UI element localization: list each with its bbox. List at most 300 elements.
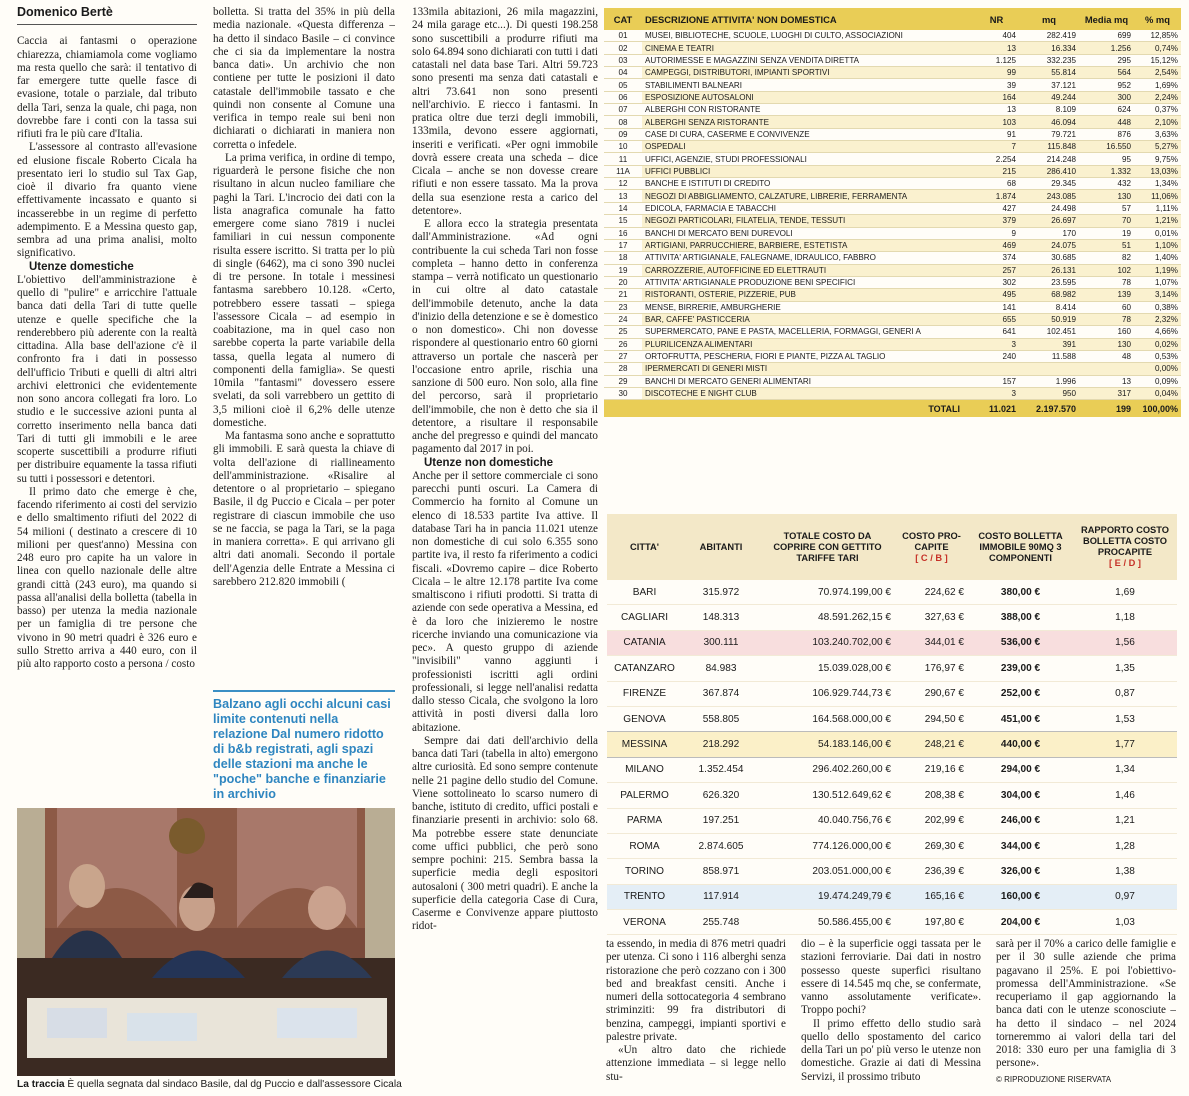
total-cost-cell: 130.512.649,62 € — [760, 783, 895, 808]
media-mq-cell: 19 — [1079, 227, 1134, 239]
nr-cell: 157 — [974, 375, 1019, 387]
media-mq-cell: 51 — [1079, 239, 1134, 251]
copyright: © RIPRODUZIONE RISERVATA — [996, 1074, 1112, 1084]
total-cost-cell: 164.568.000,00 € — [760, 706, 895, 731]
nr-cell: 404 — [974, 30, 1019, 42]
media-mq-cell: 1.332 — [1079, 165, 1134, 177]
description-cell: ALBERGHI CON RISTORANTE — [642, 104, 974, 116]
total-cost-cell: 54.183.146,00 € — [760, 732, 895, 757]
cat-cell: 21 — [604, 289, 642, 301]
header-cat: CAT — [604, 8, 642, 30]
table-row — [604, 67, 1181, 79]
inhabitants-cell: 218.292 — [682, 732, 760, 757]
total-cost-cell: 50.586.455,00 € — [760, 910, 895, 935]
description-cell: BANCHI DI MERCATO GENERI ALIMENTARI — [642, 375, 974, 387]
per-capita-cell: 236,39 € — [895, 859, 968, 884]
paragraph: 133mila abitazioni, 26 mila magazzini, 24 mila garage etc...). Di questi 198.258 sono suscettibili a produrre rifiuti ma solo 64.894 sono dichiarati con tutti i dati catastali nel data base Tari. Altri 59.723 sono presenti ma senza dati catastali e altri 73.641 non sono presenti nell'archivio. E riecco i fantasmi. In pratica oltre due terzi degli immobili, 133mila, devono essere aggiornati, inseriti e verificati. «Per ogni immobile dovrà essere creata una scheda – dice Cicala – anche se non dovesse creare rifiuti e non essere tassato. Ma la prova della sua esenzione resta a carico del detentore». — [412, 6, 598, 217]
city-cell: BARI — [607, 580, 682, 605]
mq-cell: 243.085 — [1019, 190, 1079, 202]
mq-cell: 282.419 — [1019, 30, 1079, 42]
mq-cell: 1.996 — [1019, 375, 1079, 387]
header-ratio — [1073, 514, 1177, 580]
media-mq-cell: 78 — [1079, 276, 1134, 288]
mq-cell: 391 — [1019, 338, 1079, 350]
mq-cell: 214.248 — [1019, 153, 1079, 165]
city-cell: PALERMO — [607, 783, 682, 808]
mq-cell — [1019, 363, 1079, 375]
cat-cell: 26 — [604, 338, 642, 350]
nr-cell: 257 — [974, 264, 1019, 276]
percent-mq-cell: 0,02% — [1134, 338, 1181, 350]
percent-mq-cell: 9,75% — [1134, 153, 1181, 165]
header-mq: mq — [1019, 8, 1079, 30]
media-mq-cell: 139 — [1079, 289, 1134, 301]
table-row — [604, 178, 1181, 190]
cat-cell: 20 — [604, 276, 642, 288]
ratio-cell: 1,56 — [1073, 630, 1177, 655]
caption-label: La traccia — [17, 1079, 65, 1090]
description-cell: MUSEI, BIBLIOTECHE, SCUOLE, LUOGHI DI CULTO, ASSOCIAZIONI — [642, 30, 974, 42]
mq-cell: 30.685 — [1019, 252, 1079, 264]
table-header-row — [607, 514, 1177, 580]
mq-cell: 170 — [1019, 227, 1079, 239]
city-cell: PARMA — [607, 808, 682, 833]
nr-cell: 3 — [974, 338, 1019, 350]
paragraph: Sempre dai dati dell'archivio della banca dati Tari (tabella in alto) emergono altre curiosità. Ed sono sempre contenute nelle 21 pagine dello studio del Comune. Viene sottolineato lo scarso numero di banche, istituto di credito, uffici postali e finanziarie presenti in archivio: solo 68. Ma potrebbe essere state denunciate come uffici pubblici, che però sono sempre pochini: 215. Sembra bassa la superficie media degli espositori autosaloni ( 300 metri quadri). E anche la superficie della categoria Case di Cura, Caserme e Convivenze appare piuttosto ridot- — [412, 734, 598, 933]
press-conference-photo — [17, 808, 395, 1076]
paragraph: Caccia ai fantasmi o operazione chiarezza, chiamiamola come vogliamo ma resta quello che sarà: il tentativo di far emergere tutte quelle fasce di evasione, totale o parziale, dal tributo della Tari, senza la quale, chi paga, non dovrebbe fare i conti con la tassa sui rifiuti fra le più care d'Italia. — [17, 35, 197, 140]
description-cell: CAMPEGGI, DISTRIBUTORI, IMPIANTI SPORTIVI — [642, 67, 974, 79]
city-cell: CATANIA — [607, 630, 682, 655]
cat-cell: 30 — [604, 387, 642, 399]
table-row — [604, 215, 1181, 227]
total-cost-cell: 15.039.028,00 € — [760, 656, 895, 681]
table-row — [604, 301, 1181, 313]
table-row — [607, 732, 1177, 757]
header-media-mq: Media mq — [1079, 8, 1134, 30]
media-mq-cell: 1.256 — [1079, 42, 1134, 54]
media-mq-cell: 82 — [1079, 252, 1134, 264]
bill-cost-cell: 380,00 € — [968, 580, 1073, 605]
table-row — [604, 190, 1181, 202]
cat-cell: 02 — [604, 42, 642, 54]
percent-mq-cell: 15,12% — [1134, 54, 1181, 66]
totals-percent: 100,00% — [1134, 400, 1181, 418]
per-capita-cell: 327,63 € — [895, 605, 968, 630]
table-row — [604, 227, 1181, 239]
description-cell: NEGOZI PARTICOLARI, FILATELIA, TENDE, TESSUTI — [642, 215, 974, 227]
inhabitants-cell: 117.914 — [682, 884, 760, 909]
totals-row — [604, 400, 1181, 418]
pull-quote: Balzano agli occhi alcuni casi limite contenuti nella relazione Dal numero ridotto di b&b registrati, agli spazi delle stazioni ma anche le "poche" banche e finanziarie in archivio — [213, 690, 395, 802]
per-capita-cell: 202,99 € — [895, 808, 968, 833]
cat-cell: 27 — [604, 350, 642, 362]
table-row — [607, 783, 1177, 808]
nr-cell: 68 — [974, 178, 1019, 190]
cat-cell: 19 — [604, 264, 642, 276]
table-row — [607, 656, 1177, 681]
description-cell: DISCOTECHE E NIGHT CLUB — [642, 387, 974, 399]
inhabitants-cell: 367.874 — [682, 681, 760, 706]
header-per-capita — [895, 514, 968, 580]
media-mq-cell: 57 — [1079, 202, 1134, 214]
description-cell: CARROZZERIE, AUTOFFICINE ED ELETTRAUTI — [642, 264, 974, 276]
percent-mq-cell: 3,63% — [1134, 128, 1181, 140]
total-cost-cell: 106.929.744,73 € — [760, 681, 895, 706]
total-cost-cell: 203.051.000,00 € — [760, 859, 895, 884]
media-mq-cell: 699 — [1079, 30, 1134, 42]
nr-cell: 2.254 — [974, 153, 1019, 165]
nr-cell: 99 — [974, 67, 1019, 79]
ratio-cell: 1,77 — [1073, 732, 1177, 757]
paragraph: L'assessore al contrasto all'evasione ed elusione fiscale Roberto Cicala ha presentato ieri lo studio sul Tax Gap, cioè il divario fra quanto viene effettivamente incassato e quanto si incasserebbe in un regime di perfetto adempimento. E a Messina questo gap, sembra ad una prima analisi, molto significativo. — [17, 141, 197, 260]
table-header-row — [604, 8, 1181, 30]
ratio-cell: 1,35 — [1073, 656, 1177, 681]
bill-cost-cell: 204,00 € — [968, 910, 1073, 935]
per-capita-cell: 290,67 € — [895, 681, 968, 706]
table-row — [604, 387, 1181, 399]
inhabitants-cell: 2.874.605 — [682, 833, 760, 858]
description-cell: BAR, CAFFE' PASTICCERIA — [642, 313, 974, 325]
percent-mq-cell: 4,66% — [1134, 326, 1181, 338]
media-mq-cell: 624 — [1079, 104, 1134, 116]
percent-mq-cell: 1,11% — [1134, 202, 1181, 214]
cat-cell: 01 — [604, 30, 642, 42]
nr-cell: 379 — [974, 215, 1019, 227]
table-row — [604, 264, 1181, 276]
header-inhabitants: ABITANTI — [682, 514, 760, 580]
ratio-cell: 1,21 — [1073, 808, 1177, 833]
table-row — [604, 289, 1181, 301]
totals-nr: 11.021 — [974, 400, 1019, 418]
percent-mq-cell: 1,69% — [1134, 79, 1181, 91]
ratio-cell: 0,87 — [1073, 681, 1177, 706]
media-mq-cell: 13 — [1079, 375, 1134, 387]
nr-cell: 9 — [974, 227, 1019, 239]
cat-cell: 07 — [604, 104, 642, 116]
percent-mq-cell: 1,19% — [1134, 264, 1181, 276]
header-ratio-label: RAPPORTO COSTO BOLLETTA COSTO PROCAPITE — [1081, 525, 1169, 557]
header-description: DESCRIZIONE ATTIVITA' NON DOMESTICA — [642, 8, 974, 30]
city-cell: ROMA — [607, 833, 682, 858]
bill-cost-cell: 344,00 € — [968, 833, 1073, 858]
nr-cell: 374 — [974, 252, 1019, 264]
description-cell: PLURILICENZA ALIMENTARI — [642, 338, 974, 350]
total-cost-cell: 70.974.199,00 € — [760, 580, 895, 605]
cat-cell: 06 — [604, 91, 642, 103]
byline: Domenico Bertè — [17, 6, 197, 25]
media-mq-cell: 78 — [1079, 313, 1134, 325]
city-cell: GENOVA — [607, 706, 682, 731]
table-row — [604, 313, 1181, 325]
inhabitants-cell: 197.251 — [682, 808, 760, 833]
table-row — [607, 706, 1177, 731]
table-row — [607, 884, 1177, 909]
table-row — [604, 338, 1181, 350]
description-cell: ESPOSIZIONE AUTOSALONI — [642, 91, 974, 103]
description-cell: IPERMERCATI DI GENERI MISTI — [642, 363, 974, 375]
bill-cost-cell: 304,00 € — [968, 783, 1073, 808]
mq-cell: 115.848 — [1019, 141, 1079, 153]
per-capita-cell: 176,97 € — [895, 656, 968, 681]
header-nr: NR — [974, 8, 1019, 30]
mq-cell: 8.109 — [1019, 104, 1079, 116]
paragraph: Anche per il settore commerciale ci sono parecchi punti oscuri. La Camera di Commercio ha fornito al Comune un elenco di 18.533 partite Iva attive. Il database Tari ha in pancia 11.021 utenze non domestiche di cui solo 6.355 sono partite iva, il resto fa riferimento a codici fiscali. «Dovremo capire – dice Roberto Cicala – le altre 12.178 partite Iva come smaltiscono i rifiuti prodotti. Si tratta di aziende con sede operativa a Messina, ed è da loro che inizieremo le nostre ricerche inviando una comunicazione via pec». A questo gruppo di aziende "invisibili" vanno aggiunti i professionisti iscritti agli ordini professionali, si legge nell'analisi redatta dallo stesso Cicala, che svolgono la loro attività in posti diversi dalla loro abitazione. — [412, 469, 598, 734]
mq-cell: 24.075 — [1019, 239, 1079, 251]
city-cell: CAGLIARI — [607, 605, 682, 630]
mq-cell: 102.451 — [1019, 326, 1079, 338]
description-cell: UFFICI, AGENZIE, STUDI PROFESSIONALI — [642, 153, 974, 165]
media-mq-cell: 130 — [1079, 338, 1134, 350]
inhabitants-cell: 626.320 — [682, 783, 760, 808]
table-row — [607, 580, 1177, 605]
per-capita-cell: 197,80 € — [895, 910, 968, 935]
article-column-3 — [412, 6, 598, 1096]
mq-cell: 16.334 — [1019, 42, 1079, 54]
mq-cell: 29.345 — [1019, 178, 1079, 190]
inhabitants-cell: 84.983 — [682, 656, 760, 681]
total-cost-cell: 48.591.262,15 € — [760, 605, 895, 630]
city-cell: CATANZARO — [607, 656, 682, 681]
media-mq-cell: 130 — [1079, 190, 1134, 202]
nr-cell: 103 — [974, 116, 1019, 128]
media-mq-cell: 300 — [1079, 91, 1134, 103]
table-row — [604, 42, 1181, 54]
percent-mq-cell: 2,32% — [1134, 313, 1181, 325]
paragraph: bolletta. Si tratta del 35% in più della media nazionale. «Questa differenza – ha detto il sindaco Basile – ci convince che ci sia da implementare la nostra banca dati». Un archivio che non contiene per tutte le posizioni il dato catastale dell'immobile tassato e che quindi non consente al Comune una verifica in tempo reale sui beni non dichiarati o dichiarati in maniera non corretta o infedele. — [213, 6, 395, 151]
ratio-cell: 1,28 — [1073, 833, 1177, 858]
percent-mq-cell: 0,53% — [1134, 350, 1181, 362]
article-column-1 — [17, 6, 197, 796]
nr-cell: 495 — [974, 289, 1019, 301]
percent-mq-cell: 0,01% — [1134, 227, 1181, 239]
nr-cell — [974, 363, 1019, 375]
mq-cell: 332.235 — [1019, 54, 1079, 66]
nr-cell: 91 — [974, 128, 1019, 140]
table-row — [604, 153, 1181, 165]
ratio-cell: 1,53 — [1073, 706, 1177, 731]
percent-mq-cell: 5,27% — [1134, 141, 1181, 153]
cat-cell: 08 — [604, 116, 642, 128]
percent-mq-cell: 0,09% — [1134, 375, 1181, 387]
table-row — [604, 375, 1181, 387]
bill-cost-cell: 326,00 € — [968, 859, 1073, 884]
percent-mq-cell: 2,24% — [1134, 91, 1181, 103]
total-cost-cell: 40.040.756,76 € — [760, 808, 895, 833]
cat-cell: 10 — [604, 141, 642, 153]
percent-mq-cell: 3,14% — [1134, 289, 1181, 301]
description-cell: STABILIMENTI BALNEARI — [642, 79, 974, 91]
media-mq-cell: 876 — [1079, 128, 1134, 140]
paragraph: Il primo dato che emerge è che, facendo riferimento ai costi del servizio e dello smaltimento rifiuti del 2022 di 54 milioni ( destinato a crescere di 10 milioni per quest'anno) Messina con 248 euro pro capite ha un valore in linea con quello nazionale delle altre grandi città (243 euro), ma quando si passa all'analisi della bolletta (tabella in basso) per utenza la media nazionale per un famiglia di tre persone che vivono in 90 metri quadri è 326 euro e sullo Stretto arriva a 440 euro, con il più alto rapporto costo a persona / costo — [17, 485, 197, 670]
totals-media-mq: 199 — [1079, 400, 1134, 418]
description-cell: RISTORANTI, OSTERIE, PIZZERIE, PUB — [642, 289, 974, 301]
media-mq-cell: 952 — [1079, 79, 1134, 91]
total-cost-cell: 19.474.249,79 € — [760, 884, 895, 909]
cat-cell: 03 — [604, 54, 642, 66]
description-cell: CINEMA E TEATRI — [642, 42, 974, 54]
nr-cell: 13 — [974, 42, 1019, 54]
media-mq-cell: 95 — [1079, 153, 1134, 165]
inhabitants-cell: 148.313 — [682, 605, 760, 630]
cat-cell: 18 — [604, 252, 642, 264]
media-mq-cell: 70 — [1079, 215, 1134, 227]
percent-mq-cell: 2,10% — [1134, 116, 1181, 128]
description-cell: NEGOZI DI ABBIGLIAMENTO, CALZATURE, LIBRERIE, FERRAMENTA — [642, 190, 974, 202]
totals-mq: 2.197.570 — [1019, 400, 1079, 418]
media-mq-cell: 16.550 — [1079, 141, 1134, 153]
description-cell: BANCHI DI MERCATO BENI DUREVOLI — [642, 227, 974, 239]
cat-cell: 11A — [604, 165, 642, 177]
ratio-cell: 1,46 — [1073, 783, 1177, 808]
description-cell: AUTORIMESSE E MAGAZZINI SENZA VENDITA DIRETTA — [642, 54, 974, 66]
cat-cell: 09 — [604, 128, 642, 140]
percent-mq-cell: 2,54% — [1134, 67, 1181, 79]
table-row — [604, 116, 1181, 128]
percent-mq-cell: 1,34% — [1134, 178, 1181, 190]
percent-mq-cell: 0,74% — [1134, 42, 1181, 54]
inhabitants-cell: 315.972 — [682, 580, 760, 605]
inhabitants-cell: 858.971 — [682, 859, 760, 884]
nr-cell: 164 — [974, 91, 1019, 103]
table-row — [604, 54, 1181, 66]
table-row — [604, 91, 1181, 103]
media-mq-cell: 448 — [1079, 116, 1134, 128]
mq-cell: 49.244 — [1019, 91, 1079, 103]
description-cell: ARTIGIANI, PARRUCCHIERE, BARBIERE, ESTETISTA — [642, 239, 974, 251]
table-row — [604, 104, 1181, 116]
percent-mq-cell: 1,21% — [1134, 215, 1181, 227]
paragraph: E allora ecco la strategia presentata dall'Amministrazione. «Ad ogni contribuente la cui scheda Tari non fosse completa – hanno detto in conferenza stampa – verrà notificato un questionario in cui oltre al dato catastale dell'immobile detenuto, anche la data d'inizio della detenzione e se è domestico o non domestico». Chi non dovesse rispondere al questionario entro 60 giorni attraverso un portale che nascerà per l'occasione entro aprile, rischia una sanzione di 500 euro. Non solo, alla fine del percorso, sarà il proprietario dell'immobile, che non è detto che sia il detentore, a risultare il responsabile anche del pregresso e quindi del mancato pagamento dal 2017 in poi. — [412, 218, 598, 456]
per-capita-cell: 344,01 € — [895, 630, 968, 655]
subhead-domestic: Utenze domestiche — [29, 260, 134, 273]
article-column-5 — [801, 938, 981, 1096]
header-per-capita-formula: [ C / B ] — [915, 552, 948, 563]
table-row — [604, 141, 1181, 153]
paragraph: sarà per il 70% a carico delle famiglie e per il 30 sulle aziende che prima pagavano il 25%. E poi l'obiettivo-promessa dell'Amministrazione. «Se recuperiamo il gap aggiornando la banca dati con le utenze sconosciute – ha detto il sindaco – nel 2024 torneremmo ai valori della tari del 2018: 330 euro per una famiglia di 3 persone». — [996, 938, 1176, 1070]
per-capita-cell: 294,50 € — [895, 706, 968, 731]
percent-mq-cell: 0,38% — [1134, 301, 1181, 313]
media-mq-cell: 102 — [1079, 264, 1134, 276]
article-column-2 — [213, 6, 395, 676]
table-row — [604, 202, 1181, 214]
header-per-capita-label: COSTO PRO-CAPITE — [902, 530, 961, 552]
table-row — [604, 276, 1181, 288]
article-column-6 — [996, 938, 1176, 1096]
bill-cost-cell: 440,00 € — [968, 732, 1073, 757]
cat-cell: 17 — [604, 239, 642, 251]
paragraph: «Un altro dato che richiede attenzione immediata – si legge nello stu- — [606, 1044, 786, 1083]
ratio-cell: 1,69 — [1073, 580, 1177, 605]
cat-cell: 11 — [604, 153, 642, 165]
header-ratio-formula: [ E / D ] — [1108, 558, 1142, 568]
mq-cell: 26.697 — [1019, 215, 1079, 227]
mq-cell: 11.588 — [1019, 350, 1079, 362]
media-mq-cell: 317 — [1079, 387, 1134, 399]
city-cell: TORINO — [607, 859, 682, 884]
per-capita-cell: 165,16 € — [895, 884, 968, 909]
cat-cell: 04 — [604, 67, 642, 79]
description-cell: UFFICI PUBBLICI — [642, 165, 974, 177]
non-domestic-activities-table — [604, 8, 1181, 417]
media-mq-cell: 160 — [1079, 326, 1134, 338]
per-capita-cell: 208,38 € — [895, 783, 968, 808]
nr-cell: 39 — [974, 79, 1019, 91]
table-row — [607, 630, 1177, 655]
inhabitants-cell: 1.352.454 — [682, 757, 760, 782]
cat-cell: 15 — [604, 215, 642, 227]
cat-cell: 24 — [604, 313, 642, 325]
table-row — [604, 252, 1181, 264]
city-cell: FIRENZE — [607, 681, 682, 706]
city-cell: MILANO — [607, 757, 682, 782]
bill-cost-cell: 160,00 € — [968, 884, 1073, 909]
percent-mq-cell: 1,10% — [1134, 239, 1181, 251]
paragraph: Il primo effetto dello studio sarà quello dello spostamento del carico della Tari un po' più verso le utenze non domestiche. Grazie ai dati di Messina Servizi, il prossimo tributo — [801, 1017, 981, 1083]
mq-cell: 79.721 — [1019, 128, 1079, 140]
nr-cell: 655 — [974, 313, 1019, 325]
per-capita-cell: 219,16 € — [895, 757, 968, 782]
paragraph: L'obiettivo dell'amministrazione è quello di "pulire" e arricchire l'attuale banca dati della Tari di tutte quelle utenze e quelle specifiche che la renderebbero più aderente con la realtà cittadina. Alla base dell'azione c'è il confronto fra i dati in possesso dell'ufficio Tributi e quelli di altri altri archivi elettronici che evidentemente non sono ancora collegati fra loro. Lo studio e le successive azioni punta al corretto inserimento nella banca dati Tari di tutti gli immobili e le aree scoperte suscettibili a produrre rifiuti per distribuire equamente la tassa rifiuti su tutti i possessori e detentori. — [17, 273, 197, 485]
description-cell: ATTIVITA' ARTIGIANALE PRODUZIONE BENI SPECIFICI — [642, 276, 974, 288]
header-city: CITTA' — [607, 514, 682, 580]
description-cell: ALBERGHI SENZA RISTORANTE — [642, 116, 974, 128]
nr-cell: 641 — [974, 326, 1019, 338]
cat-cell: 25 — [604, 326, 642, 338]
description-cell: MENSE, BIRRERIE, AMBURGHERIE — [642, 301, 974, 313]
table-row — [607, 910, 1177, 935]
paragraph: La prima verifica, in ordine di tempo, riguarderà le persone fisiche che non risultano in alcun nucleo familiare che paghi la Tari. L'incrocio dei dati con la lista anagrafica comunale ha fatto emergere come siano 7819 i nuclei familiari in cui nessun componente risulta essere iscritto. Si tratta per lo più di single (6462), ma ci sono 390 nuclei di tre persone. In totale i messinesi fantasma sarebbero 10.128. «Certo, potrebbero essere tassati – spiega l'assessore Cicala – ad esempio in coabitazione, ma in quel caso non sarebbe coperta la parte variabile della tassa, quella legata al numero di componenti della famiglia». Se questi 10mila "fantasmi" dovessero essere svelati, da soli varrebbero un gettito di 3,5 milioni cioè il 6,2% delle utenze domestiche. — [213, 151, 395, 429]
mq-cell: 26.131 — [1019, 264, 1079, 276]
caption-text: È quella segnata dal sindaco Basile, dal dg Puccio e dall'assessore Cicala — [64, 1079, 402, 1090]
photo-caption — [17, 1079, 402, 1090]
paragraph: dio – è la superficie oggi tassata per le stazioni ferroviarie. Dai dati in nostro possesso queste superfici risultano essere di 14.545 mq che, se confermate, vanno assolutamente verificate». Troppo pochi? — [801, 938, 981, 1017]
mq-cell: 55.814 — [1019, 67, 1079, 79]
nr-cell: 469 — [974, 239, 1019, 251]
mq-cell: 50.919 — [1019, 313, 1079, 325]
per-capita-cell: 248,21 € — [895, 732, 968, 757]
cat-cell: 14 — [604, 202, 642, 214]
ratio-cell: 1,38 — [1073, 859, 1177, 884]
city-cell: TRENTO — [607, 884, 682, 909]
percent-mq-cell: 1,07% — [1134, 276, 1181, 288]
cat-cell: 13 — [604, 190, 642, 202]
city-cell: MESSINA — [607, 732, 682, 757]
mq-cell: 8.414 — [1019, 301, 1079, 313]
inhabitants-cell: 255.748 — [682, 910, 760, 935]
mq-cell: 23.595 — [1019, 276, 1079, 288]
header-total-cost: TOTALE COSTO DA COPRIRE CON GETTITO TARIFFE TARI — [760, 514, 895, 580]
table-row — [604, 165, 1181, 177]
table-row — [604, 128, 1181, 140]
percent-mq-cell: 0,37% — [1134, 104, 1181, 116]
description-cell: ATTIVITA' ARTIGIANALE, FALEGNAME, IDRAULICO, FABBRO — [642, 252, 974, 264]
subhead-non-domestic: Utenze non domestiche — [424, 456, 554, 469]
media-mq-cell: 432 — [1079, 178, 1134, 190]
paragraph: Ma fantasma sono anche e soprattutto gli immobili. E sarà questa la chiave di volta dell'azione di riallineamento dell'amministrazione. «Risalire al detentore o al proprietario – spiegano Basile, il dg Puccio e Cicala – per poter registrare di ciascun immobile che uso se ne faccia, se paga la Tari, se la paga in maniera corretta». E qui arrivano gli altri dati anomali. Secondo il portale dell'Agenzia delle Entrate a Messina ci sarebbero 212.820 immobili ( — [213, 430, 395, 588]
percent-mq-cell: 13,03% — [1134, 165, 1181, 177]
cat-cell: 16 — [604, 227, 642, 239]
mq-cell: 37.121 — [1019, 79, 1079, 91]
per-capita-cell: 269,30 € — [895, 833, 968, 858]
mq-cell: 950 — [1019, 387, 1079, 399]
inhabitants-cell: 558.805 — [682, 706, 760, 731]
bill-cost-cell: 388,00 € — [968, 605, 1073, 630]
percent-mq-cell: 0,04% — [1134, 387, 1181, 399]
header-bill-cost: COSTO BOLLETTA IMMOBILE 90MQ 3 COMPONENTI — [968, 514, 1073, 580]
bill-cost-cell: 451,00 € — [968, 706, 1073, 731]
city-cell: VERONA — [607, 910, 682, 935]
